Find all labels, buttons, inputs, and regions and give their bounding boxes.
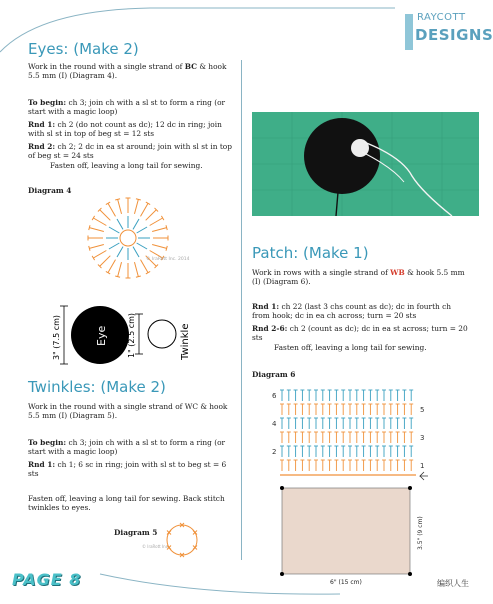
patch-intro-a: Work in rows with a single strand of [252, 268, 391, 277]
patch-rnd26 [252, 324, 470, 352]
brand-logo [399, 6, 493, 52]
row-label-1: 1 [420, 462, 425, 470]
size-illustrations [48, 302, 208, 366]
diagram4-stitch-top [136, 276, 141, 277]
twinkles-begin [28, 438, 236, 457]
eye-size-label: 3" (7.5 cm) [52, 314, 61, 360]
diagram4-outer-stitch [118, 199, 122, 213]
diagram4-inner-stitch [109, 243, 119, 249]
photo-illustration [252, 112, 479, 216]
diagram4-inner-stitch [133, 247, 139, 257]
diagram4-stitch-top [166, 246, 167, 251]
eyes-intro-a: Work in the round with a single strand of [28, 62, 185, 71]
diagram4-outer-stitch [134, 262, 138, 276]
patch-intro-red: WB [390, 268, 405, 277]
eyes-rnd1-label: Rnd 1: [28, 120, 56, 129]
row-label-4: 4 [272, 420, 277, 428]
diagram4-outer-stitch [100, 256, 111, 267]
diagram4-outer-stitch [152, 228, 166, 232]
twinkles-begin-label: To begin: [28, 438, 67, 447]
page-number: PAGE 8 [12, 570, 82, 589]
patch-rnd1-text: ch 22 (last 3 chs count as dc); dc in fourth ch from hook; dc in ea ch across; turn = 20 sts [252, 302, 452, 321]
diagram4-inner-stitch [137, 227, 147, 233]
eyes-intro [28, 62, 233, 81]
patch-rnd26-end: Fasten off, leaving a long tail for sewing. [274, 342, 427, 352]
eyes-intro-bold: BC [184, 62, 198, 71]
diagram4-inner-stitch [133, 219, 139, 229]
start-arrow-icon [420, 472, 428, 480]
row-label-5: 5 [420, 406, 425, 414]
eyes-begin-label: To begin: [28, 98, 67, 107]
diagram4-outer-stitch [146, 210, 157, 221]
eyes-rnd2-text: ch 2; 2 dc in ea st around; join with sl st in top of beg st = 24 sts [28, 142, 232, 161]
patch-intro-b: & hook 5.5 mm (I) (Diagram 6). [252, 268, 465, 287]
twinkles-rnd1-text: ch 1; 6 sc in ring; join with sl st to beg st = 6 sts [28, 460, 227, 479]
eyes-rnd2 [28, 142, 236, 170]
diagram4-inner-stitch [117, 219, 123, 229]
twinkles-begin-text: ch 3; join ch with a sl st to form a ring (or start with a magic loop) [28, 438, 226, 457]
diagram4-inner-stitch [109, 227, 119, 233]
diagram4-stitch-top [115, 276, 120, 277]
patch-rnd1 [252, 302, 470, 321]
diagram4-copyright: © IraRott Inc. 2014 [146, 257, 190, 262]
diagram4-inner-stitch [117, 247, 123, 257]
patch-title: Patch: (Make 1) [252, 244, 369, 262]
twinkle-label: Twinkle [180, 323, 191, 360]
diagram4-outer-stitch [134, 199, 138, 213]
diagram4-outer-stitch [108, 260, 116, 273]
diagram5-label: Diagram 5 [114, 528, 158, 537]
logo-line1: RAYCOTT [417, 12, 466, 23]
diagram4-outer-stitch [89, 228, 103, 232]
diagram4-stitch-top [166, 225, 167, 230]
diagram4-outer-stitch [150, 218, 163, 226]
diagram6-label: Diagram 6 [252, 370, 296, 379]
twinkles-rnd1 [28, 460, 236, 479]
eyes-rnd1 [28, 120, 236, 139]
eyes-title: Eyes: (Make 2) [28, 40, 139, 58]
patch-rnd26-text: ch 2 (count as dc); dc in ea st across; turn = 20 sts [252, 324, 468, 343]
eyes-begin-text: ch 3; join ch with a sl st to form a ring (or start with a magic loop) [28, 98, 226, 117]
eyes-rnd2-end: Fasten off, leaving a long tail for sewing. [50, 160, 203, 170]
logo-line2: DESIGNS [415, 26, 493, 44]
diagram4-outer-stitch [152, 244, 166, 248]
twinkle-size-label: 1" (2.5 cm) [127, 312, 136, 358]
diagram-6 [268, 384, 468, 480]
patch-width-label: 6" (15 cm) [330, 579, 362, 586]
twinkles-fasten: Fasten off, leaving a long tail for sewing. Back stitch twinkles to eyes. [28, 494, 225, 513]
photo-eye [304, 118, 380, 194]
diagram4-inner-stitch [137, 243, 147, 249]
twinkles-title: Twinkles: (Make 2) [28, 378, 166, 396]
diagram4-outer-stitch [118, 262, 122, 276]
diagram4-stitch-top [89, 246, 90, 251]
diagram-4 [68, 190, 188, 290]
diagram4-outer-stitch [93, 218, 106, 226]
diagram4-outer-stitch [108, 203, 116, 216]
patch-rect [282, 488, 410, 574]
column-divider [241, 60, 242, 560]
patch-rnd1-label: Rnd 1: [252, 302, 280, 311]
eye-label: Eye [95, 325, 108, 346]
twinkle-circle [148, 320, 176, 348]
eyes-begin [28, 98, 236, 117]
row-label-3: 3 [420, 434, 425, 442]
row-label-2: 2 [272, 448, 277, 456]
diagram4-stitch-top [89, 225, 90, 230]
patch-intro [252, 268, 470, 287]
eyes-rnd2-label: Rnd 2: [28, 142, 56, 151]
diagram4-stitch-top [115, 199, 120, 200]
patch-rnd26-label: Rnd 2-6: [252, 324, 288, 333]
logo-bar [405, 14, 413, 50]
diagram4-outer-stitch [100, 210, 111, 221]
crochet-photo [252, 112, 479, 216]
diagram4-label: Diagram 4 [28, 186, 72, 195]
diagram4-stitch-top [136, 199, 141, 200]
diagram-5 [142, 512, 214, 564]
diagram5-copyright: © IraRott Inc. [142, 544, 170, 549]
diagram4-outer-stitch [89, 244, 103, 248]
row-label-6: 6 [272, 392, 277, 400]
eyes-intro-b: & hook 5.5 mm (I) (Diagram 4). [28, 62, 227, 81]
diagram4-ring [120, 230, 136, 246]
twinkles-rnd1-label: Rnd 1: [28, 460, 56, 469]
diagram5-ring [167, 525, 197, 555]
watermark-text: 编织人生 [437, 579, 469, 588]
diagram4-outer-stitch [141, 203, 149, 216]
diagram4-outer-stitch [93, 251, 106, 259]
twinkles-intro: Work in the round with a single strand of WC & hook 5.5 mm (I) (Diagram 5). [28, 402, 228, 421]
eyes-rnd1-text: ch 2 (do not count as dc); 12 dc in ring; join with sl st in top of beg st = 12 sts [28, 120, 222, 139]
patch-height-label: 3.5" (9 cm) [417, 516, 424, 550]
